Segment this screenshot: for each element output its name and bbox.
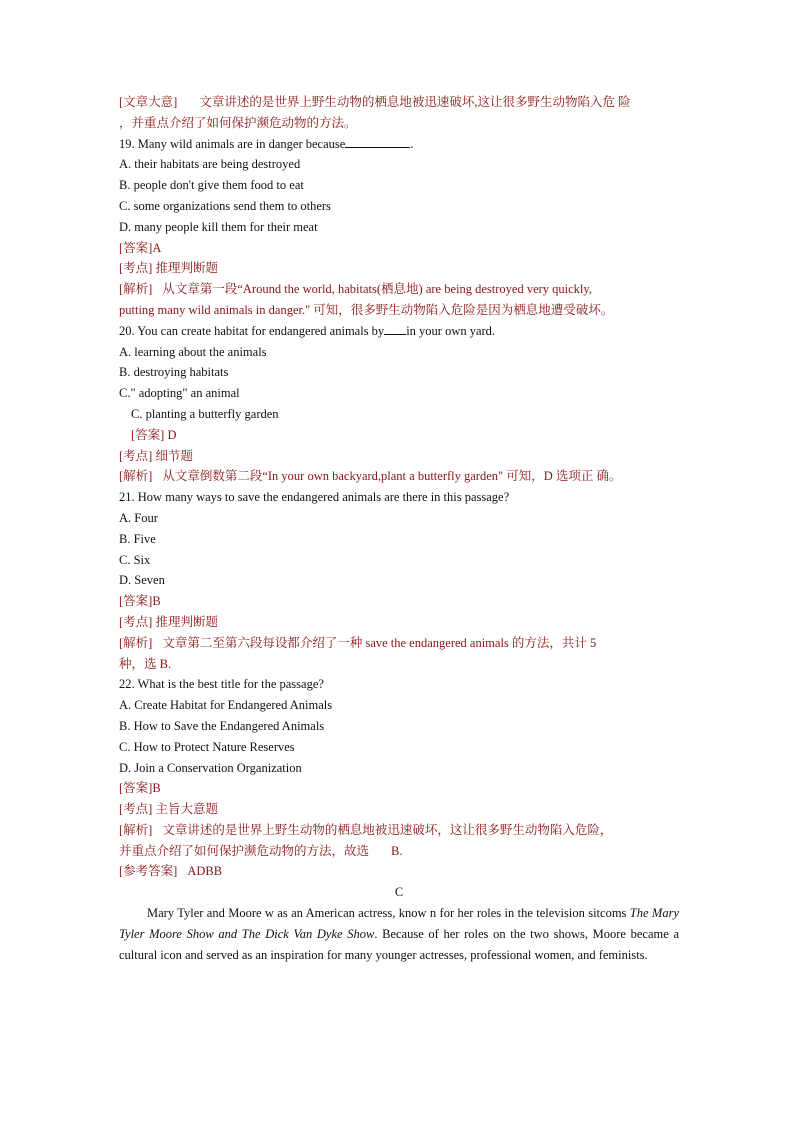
summary-text-1: 文章讲述的是世界上野生动物的栖息地被迅速破坏,这让很多野生动物陷入危 险 [199, 95, 631, 109]
passage-text: Mary Tyler and Moore w as an American actress, know n for her roles in the television sitcoms [147, 906, 630, 921]
reference-label: [参考答案] [119, 864, 178, 879]
question-stem-end: in your own yard. [406, 323, 496, 338]
option: B. destroying habitats [119, 365, 229, 380]
reference-answer [119, 861, 679, 882]
point-line: [考点] 推理判断题 [119, 614, 218, 629]
question-stem-end: . [410, 136, 414, 151]
summary-line-1 [119, 92, 679, 113]
question-20-stem [119, 321, 679, 342]
analysis-line-2 [119, 841, 679, 862]
analysis-text: 从文章第一段“Around the world, habitats(栖息地) are being destroyed very quickly, [162, 282, 592, 297]
analysis-label: [解析] [119, 635, 153, 650]
answer-blank [384, 322, 406, 335]
option: C. Six [119, 552, 151, 567]
question-19-stem [119, 134, 679, 155]
question-21-stem: 21. How many ways to save the endangered animals are there in this passage? [119, 490, 510, 505]
option: D. many people kill them for their meat [119, 219, 318, 234]
analysis-choice: B. [391, 843, 403, 858]
analysis-line-1 [119, 633, 679, 654]
passage-text: . Because of her roles on the two shows, Moore became a cultural icon and served as an inspiration for many younger actresses, professional women, and feminists. [119, 927, 680, 963]
answer-line: [答案]B [119, 781, 161, 796]
section-heading: C [394, 885, 404, 900]
analysis-line-1 [119, 466, 679, 487]
option: D. Join a Conservation Organization [119, 760, 302, 775]
analysis-text: 并重点介绍了如何保护濒危动物的方法，故选 [119, 843, 370, 858]
analysis-line-1 [119, 279, 679, 300]
point-line: [考点] 细节题 [119, 448, 193, 463]
summary-label: [文章大意] [119, 95, 178, 109]
analysis-line-2: 种，选 B. [119, 656, 172, 671]
analysis-text: 文章讲述的是世界上野生动物的栖息地被迅速破坏，这让很多野生动物陷入危险， [162, 822, 613, 837]
analysis-text: 文章第二至第六段每设都介绍了一种 save the endangered animals 的方法，共计 5 [162, 635, 597, 650]
option: C." adopting" an animal [119, 386, 240, 401]
option: B. How to Save the Endangered Animals [119, 718, 325, 733]
option: B. people don't give them food to eat [119, 178, 304, 193]
option: D. Seven [119, 573, 165, 588]
question-stem-text: 19. Many wild animals are in danger because [119, 136, 346, 151]
analysis-text: 从文章倒数第二段“In your own backyard,plant a butterfly garden" 可知，D 选项正 确。 [162, 469, 622, 484]
analysis-label: [解析] [119, 282, 153, 297]
option: C. planting a butterfly garden [131, 406, 279, 421]
question-22-stem: 22. What is the best title for the passage? [119, 677, 324, 692]
option: C. How to Protect Nature Reserves [119, 739, 295, 754]
question-stem-text: 20. You can create habitat for endangered animals by [119, 323, 385, 338]
analysis-line-1 [119, 820, 679, 841]
point-line: [考点] 主旨大意题 [119, 802, 218, 817]
answer-line: [答案]B [119, 594, 161, 609]
passage-paragraph [119, 903, 679, 966]
analysis-label: [解析] [119, 822, 153, 837]
option: B. Five [119, 531, 156, 546]
document-page [119, 92, 679, 966]
summary-line-2 [119, 113, 679, 134]
answer-line: [答案] D [131, 427, 177, 442]
reference-value: ADBB [187, 864, 223, 879]
option: A. learning about the animals [119, 344, 267, 359]
point-line: [考点] 推理判断题 [119, 261, 218, 276]
option: A. Four [119, 510, 158, 525]
answer-blank [345, 135, 410, 148]
option: A. Create Habitat for Endangered Animals [119, 698, 333, 713]
show-titles: The Mary Tyler Moore Show and The Dick Van Dyke Show [119, 906, 679, 942]
analysis-line-2: putting many wild animals in danger." 可知，很多野生动物陷入危险是因为栖息地遭受破坏。 [119, 302, 614, 317]
answer-line: [答案]A [119, 240, 162, 255]
option: C. some organizations send them to others [119, 198, 331, 213]
analysis-label: [解析] [119, 469, 153, 484]
summary-text-2: ，并重点介绍了如何保护濒危动物的方法。 [119, 115, 357, 130]
option: A. their habitats are being destroyed [119, 157, 301, 172]
